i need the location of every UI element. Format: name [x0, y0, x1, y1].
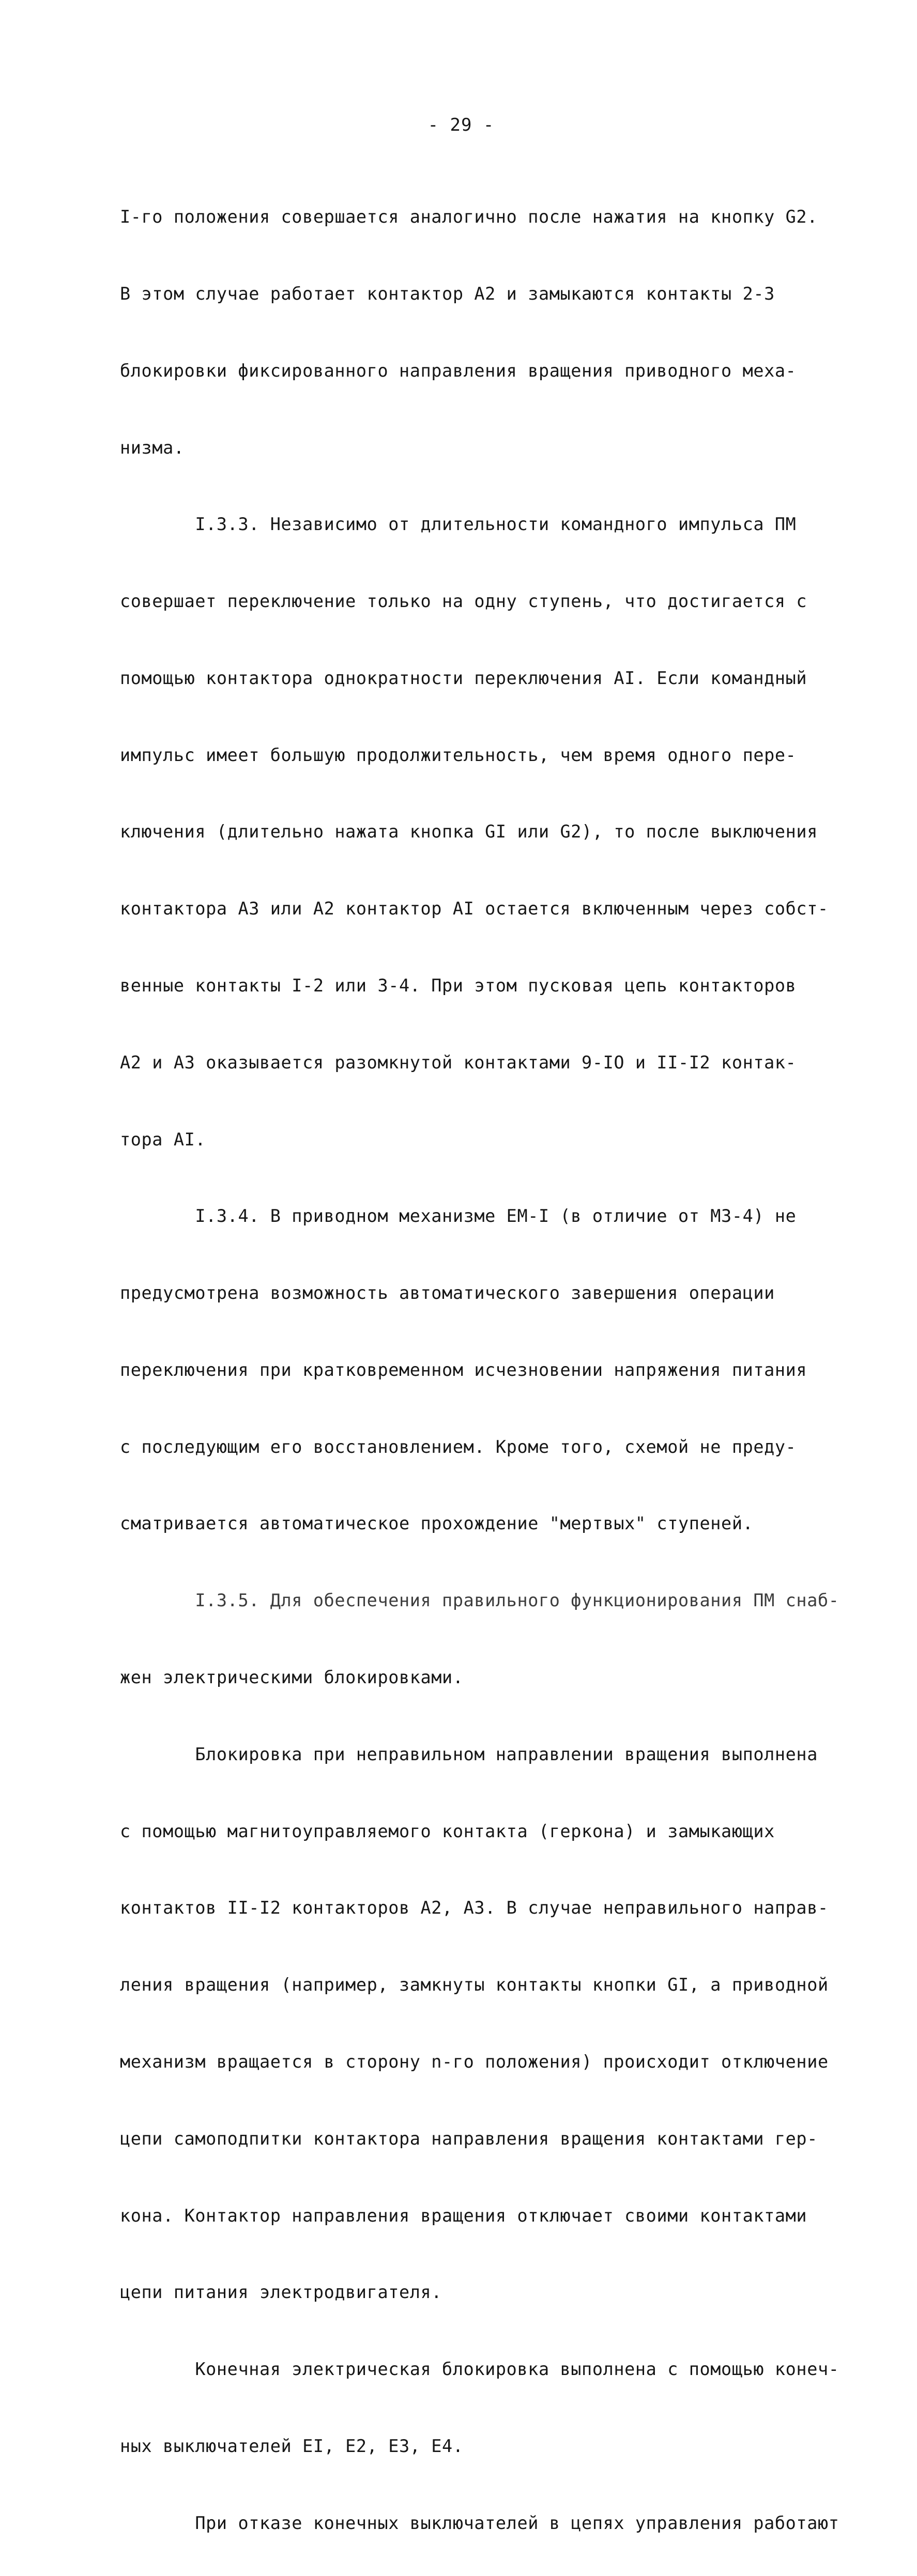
- text-line: импульс имеет большую продолжительность, чем время одного пере-: [120, 744, 797, 765]
- text-line: с последующим его восстановлением. Кроме того, схемой не преду-: [120, 1436, 797, 1457]
- text-line: цепи питания электродвигателя.: [120, 2282, 442, 2303]
- text-line: В этом случае работает контактор А2 и замыкаются контакты 2-3: [120, 283, 775, 304]
- text-line: контактора А3 или А2 контактор АI остается включенным через собст-: [120, 898, 829, 919]
- text-line: помощью контактора однократности переключения АI. Если командный: [120, 668, 807, 688]
- text-line: предусмотрена возможность автоматического завершения операции: [120, 1283, 775, 1303]
- text-line: блокировки фиксированного направления вращения приводного меха-: [120, 360, 797, 381]
- text-line: с помощью магнитоуправляемого контакта (геркона) и замыкающих: [120, 1821, 775, 1841]
- text-line: жен электрическими блокировками.: [120, 1667, 464, 1688]
- text-line: контактов II-I2 контакторов А2, А3. В случае неправильного направ-: [120, 1898, 829, 1918]
- text-line: венные контакты I-2 или 3-4. При этом пусковая цепь контакторов: [120, 975, 797, 996]
- text-line: тора АI.: [120, 1129, 206, 1150]
- text-line: ления вращения (например, замкнуты контакты кнопки GI, а приводной: [120, 1975, 829, 1995]
- text-line: механизм вращается в сторону n-го положения) происходит отключение: [120, 2051, 829, 2072]
- text-line: Конечная электрическая блокировка выполнена с помощью конеч-: [120, 2359, 839, 2380]
- text-line: ключения (длительно нажата кнопка GI или G2), то после выключения: [120, 821, 818, 842]
- text-line: переключения при кратковременном исчезновении напряжения питания: [120, 1359, 807, 1380]
- text-line: цепи самоподпитки контактора направления вращения контактами гер-: [120, 2128, 818, 2149]
- text-line: I.3.3. Независимо от длительности командного импульса ПМ: [120, 514, 797, 535]
- text-line: ных выключателей ЕI, Е2, Е3, Е4.: [120, 2435, 464, 2456]
- text-line: кона. Контактор направления вращения отключает своими контактами: [120, 2205, 807, 2226]
- text-line: Блокировка при неправильном направлении вращения выполнена: [120, 1744, 818, 1764]
- text-line: I.3.4. В приводном механизме ЕМ-I (в отличие от МЗ-4) не: [120, 1206, 797, 1227]
- text-line: При отказе конечных выключателей в цепях управления работают: [120, 2512, 839, 2533]
- page-number: - 29 -: [427, 115, 495, 135]
- text-line: I.3.5. Для обеспечения правильного функционирования ПМ снаб-: [120, 1590, 839, 1611]
- text-line: I-го положения совершается аналогично после нажатия на кнопку G2.: [120, 207, 818, 227]
- text-line: совершает переключение только на одну ступень, что достигается с: [120, 591, 807, 612]
- body-text: [120, 153, 839, 2576]
- text-line: А2 и А3 оказывается разомкнутой контактами 9-IО и II-I2 контак-: [120, 1052, 797, 1073]
- text-line: сматривается автоматическое прохождение "мертвых" ступеней.: [120, 1513, 754, 1534]
- text-line: низма.: [120, 437, 185, 458]
